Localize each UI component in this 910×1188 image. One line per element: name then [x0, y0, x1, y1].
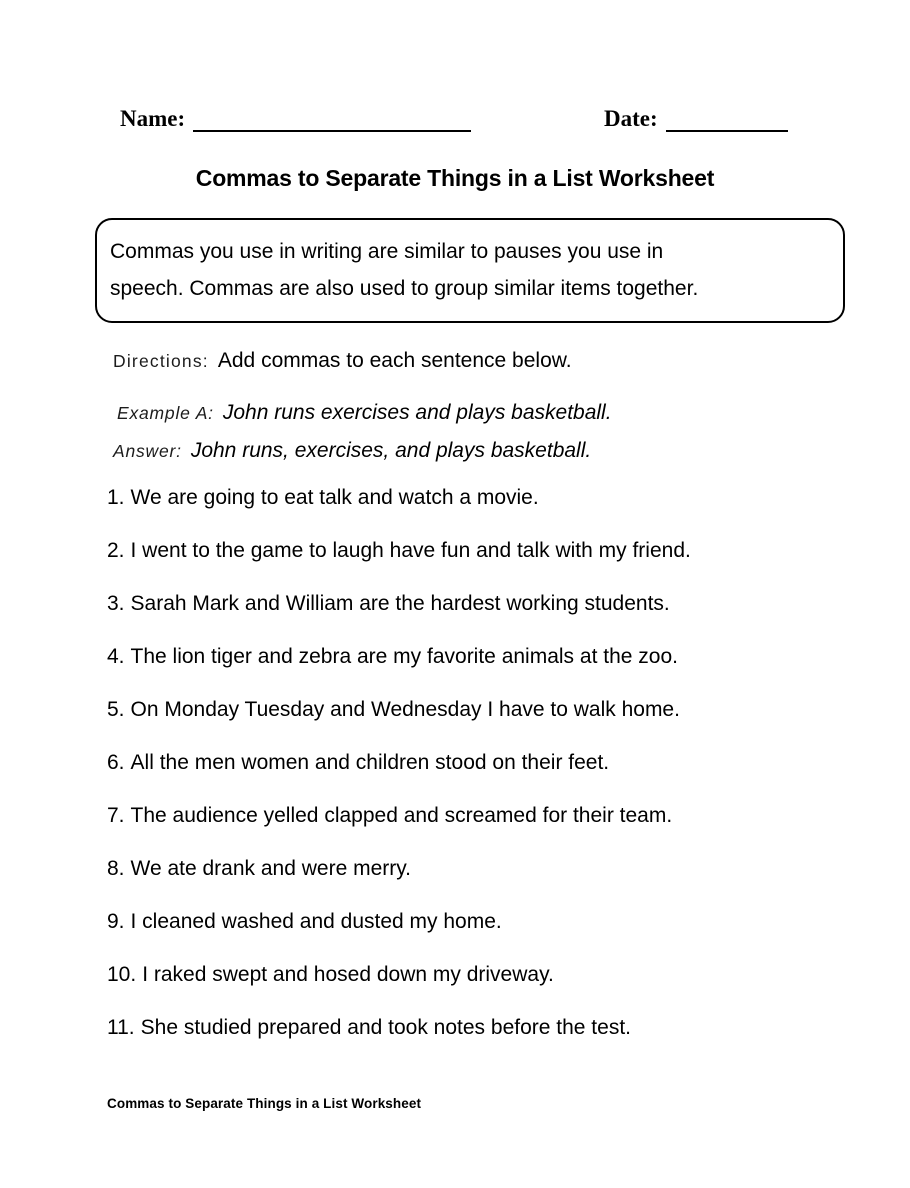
sentence-text: Sarah Mark and William are the hardest working students.	[130, 592, 670, 615]
sentence-text: I raked swept and hosed down my driveway.	[142, 963, 554, 986]
example-text: John runs exercises and plays basketball.	[222, 401, 612, 424]
example-row	[117, 401, 612, 425]
example-label: Example A:	[117, 403, 214, 423]
answer-label: Answer:	[113, 441, 182, 461]
directions-row	[113, 349, 572, 373]
sentence-text: The lion tiger and zebra are my favorite animals at the zoo.	[130, 645, 678, 668]
date-label: Date:	[604, 106, 658, 131]
directions-label: Directions:	[113, 351, 209, 371]
sentence-list	[107, 487, 867, 1070]
sentence-text: On Monday Tuesday and Wednesday I have to walk home.	[130, 698, 680, 721]
sentence-number: 10.	[107, 963, 137, 986]
list-item	[107, 964, 867, 986]
name-field-group	[120, 106, 471, 132]
intro-box	[95, 218, 845, 323]
list-item	[107, 540, 867, 562]
intro-box-line-2: speech. Commas are also used to group similar items together.	[110, 277, 699, 300]
date-blank-line	[666, 106, 788, 132]
page-title: Commas to Separate Things in a List Worksheet	[195, 165, 715, 191]
list-item	[107, 752, 867, 774]
sentence-number: 7.	[107, 804, 125, 827]
list-item	[107, 911, 867, 933]
name-label: Name:	[120, 106, 186, 131]
list-item	[107, 646, 867, 668]
sentence-number: 5.	[107, 698, 125, 721]
sentence-text: I cleaned washed and dusted my home.	[130, 910, 502, 933]
date-field-group	[604, 106, 788, 132]
sentence-text: We are going to eat talk and watch a movie.	[130, 486, 539, 509]
answer-text: John runs, exercises, and plays basketball.	[190, 439, 592, 462]
sentence-text: She studied prepared and took notes before the test.	[140, 1016, 631, 1039]
sentence-text: I went to the game to laugh have fun and talk with my friend.	[130, 539, 691, 562]
sentence-number: 6.	[107, 751, 125, 774]
sentence-text: We ate drank and were merry.	[130, 857, 412, 880]
intro-box-line-1: Commas you use in writing are similar to pauses you use in	[110, 240, 664, 263]
sentence-number: 8.	[107, 857, 125, 880]
list-item	[107, 699, 867, 721]
directions-text: Add commas to each sentence below.	[217, 349, 572, 372]
list-item	[107, 593, 867, 615]
list-item	[107, 487, 867, 509]
sentence-number: 2.	[107, 539, 125, 562]
list-item	[107, 1017, 867, 1039]
footer-title: Commas to Separate Things in a List Worksheet	[107, 1096, 422, 1111]
sentence-number: 11.	[107, 1016, 135, 1039]
answer-row	[113, 439, 591, 463]
sentence-number: 1.	[107, 486, 125, 509]
list-item	[107, 858, 867, 880]
list-item	[107, 805, 867, 827]
sentence-text: The audience yelled clapped and screamed for their team.	[130, 804, 673, 827]
sentence-text: All the men women and children stood on their feet.	[130, 751, 610, 774]
name-blank-line	[193, 106, 471, 132]
sentence-number: 9.	[107, 910, 125, 933]
sentence-number: 4.	[107, 645, 125, 668]
sentence-number: 3.	[107, 592, 125, 615]
